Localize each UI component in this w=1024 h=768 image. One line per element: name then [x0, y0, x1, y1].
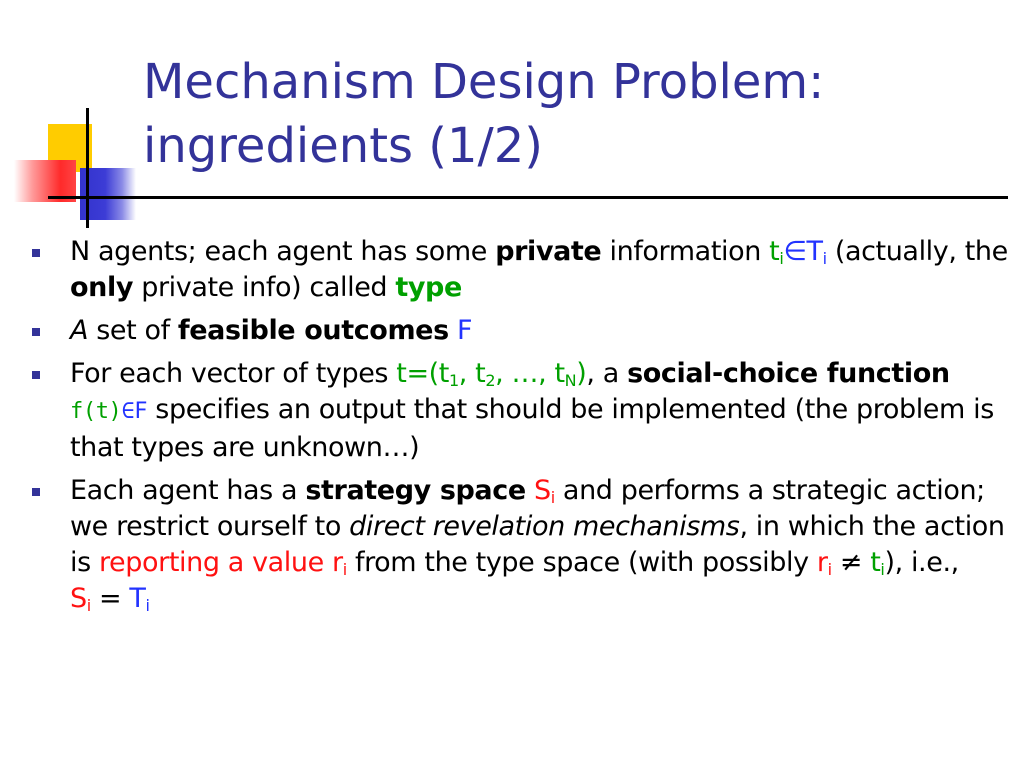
emph-social-choice-function: social-choice function: [627, 358, 950, 389]
sub-N: N: [564, 371, 577, 390]
bullet-marker: [32, 249, 40, 257]
emph-type: type: [395, 272, 462, 303]
text: private info) called: [133, 272, 396, 303]
not-equal-symbol: ≠: [839, 547, 863, 578]
bullet-outcomes: [30, 313, 1015, 349]
emph-private: private: [495, 236, 602, 267]
emph-direct-revelation: direct revelation mechanisms: [349, 511, 740, 542]
type-membership: [769, 236, 827, 267]
emph-strategy-space: strategy space: [305, 475, 526, 506]
equality: [70, 583, 150, 614]
sub-i: i: [779, 249, 784, 268]
var-F: F: [134, 399, 148, 424]
bullet-strategy: [30, 473, 1015, 617]
title-underline: [48, 196, 1008, 199]
var-F: F: [456, 315, 473, 346]
element-of-symbol: ∈: [783, 236, 807, 267]
text: For each vector of types: [70, 358, 397, 389]
var-T: T: [806, 236, 823, 267]
slide-title-line-2: ingredients (1/2): [143, 118, 543, 174]
var-t: t: [870, 547, 881, 578]
decor-vertical-line: [86, 108, 89, 228]
inequality: [817, 547, 885, 578]
sub-i: i: [822, 249, 827, 268]
var-S: S: [533, 475, 551, 506]
function-map: [70, 399, 147, 424]
bullet-agents: [30, 234, 1015, 306]
var-S-i: [534, 475, 555, 506]
emph-only: only: [70, 272, 134, 303]
slide-title: [143, 50, 1003, 178]
text: , a: [586, 358, 628, 389]
text: from the type space (with possibly: [346, 547, 817, 578]
slide-title-line-1: Mechanism Design Problem:: [143, 54, 825, 110]
var-S: S: [70, 583, 87, 614]
var-T: T: [129, 583, 146, 614]
bullet-marker: [32, 488, 40, 496]
var-r-i: [332, 547, 347, 578]
text: set of: [88, 315, 178, 346]
text: (actually, the: [834, 236, 1008, 267]
type-vector: [396, 358, 586, 389]
text: , t: [458, 358, 486, 389]
sub-i: i: [342, 560, 347, 579]
emph-reporting-value: reporting a value: [98, 547, 324, 578]
var-t: t: [769, 236, 780, 267]
sub-i: i: [145, 596, 150, 615]
equals-symbol: =: [90, 583, 130, 614]
sub-i: i: [86, 596, 91, 615]
text: f(t): [70, 399, 122, 424]
emph-feasible-outcomes: feasible outcomes: [177, 315, 449, 346]
text: N agents; each agent has some: [70, 236, 496, 267]
element-of-symbol: ∈: [121, 399, 135, 424]
var-r: r: [816, 547, 828, 578]
var-r: r: [332, 547, 343, 578]
text: information: [601, 236, 770, 267]
bullet-social-choice: [30, 356, 1015, 466]
text: and performs a strategic action; we restrict ourself to: [70, 475, 985, 542]
sub-i: i: [827, 560, 832, 579]
text: A: [70, 315, 89, 346]
sub-1: 1: [449, 371, 459, 390]
text: ): [576, 358, 587, 389]
bullet-list: [30, 234, 1015, 624]
bullet-marker: [32, 328, 40, 336]
sub-i: i: [550, 488, 555, 507]
sub-i: i: [880, 560, 885, 579]
sub-2: 2: [485, 371, 496, 390]
text: ), i.e.,: [884, 547, 959, 578]
text: specifies an output that should be implemented (the problem is that types are unknown…): [70, 394, 994, 463]
text: Each agent has a: [70, 475, 306, 506]
bullet-marker: [32, 371, 40, 379]
text: , in which the action is: [70, 511, 1005, 578]
text: , …, t: [495, 358, 565, 389]
text: t=(t: [396, 358, 449, 389]
